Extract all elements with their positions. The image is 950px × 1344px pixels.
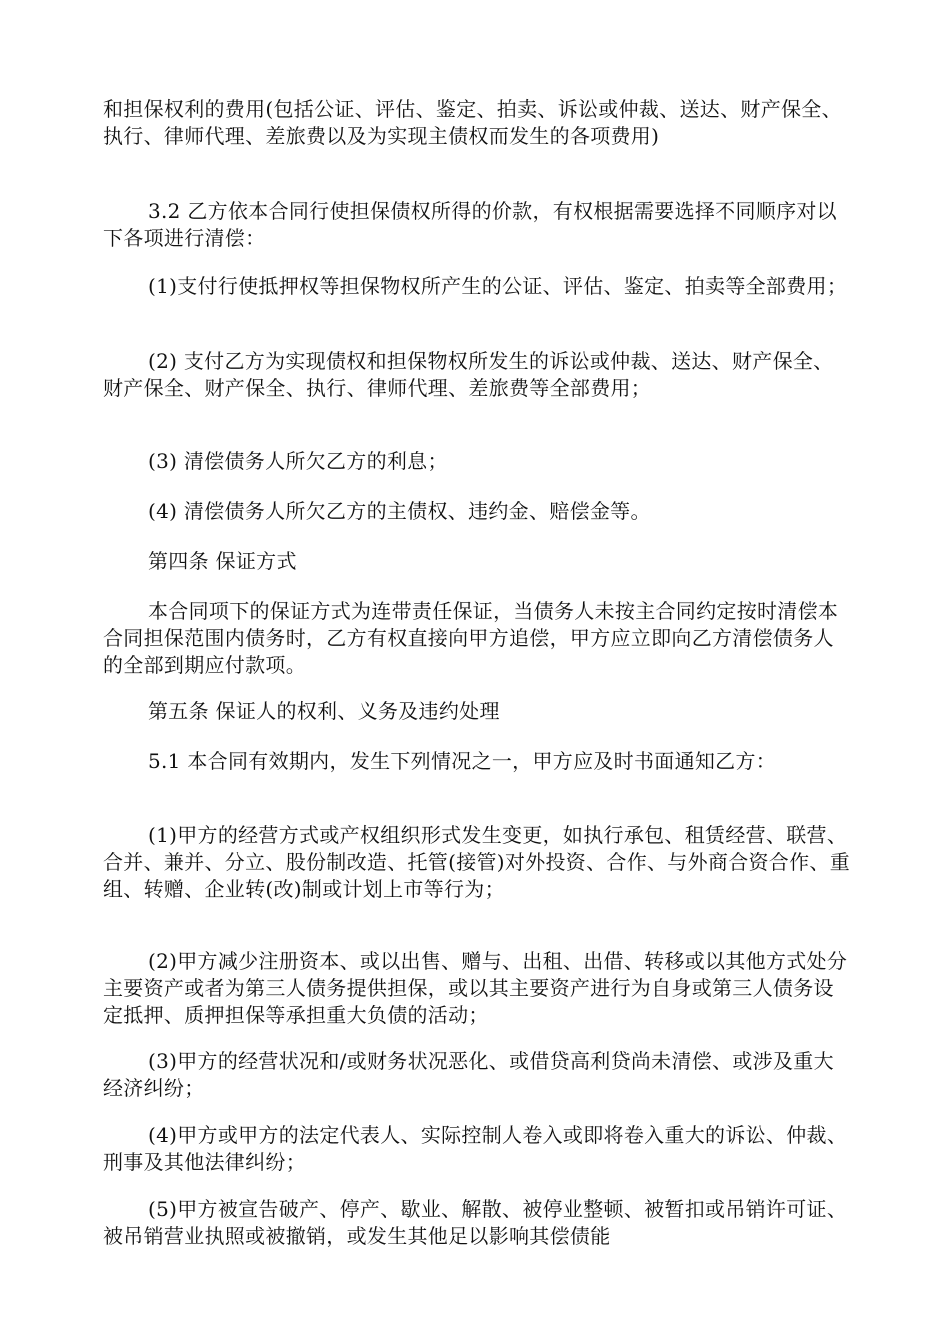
paragraph-article-4-body: 本合同项下的保证方式为连带责任保证，当债务人未按主合同约定按时清偿本合同担保范围内债务时，乙方有权直接向甲方追偿，甲方应立即向乙方清偿债务人的全部到期应付款项。 [103,599,839,677]
paragraph-guarantee-costs: 和担保权利的费用(包括公证、评估、鉴定、拍卖、诉讼或仲裁、送达、财产保全、执行、律师代理、差旅费以及为实现主债权而发生的各项费用) [103,97,842,148]
paragraph-3-2: 3.2 乙方依本合同行使担保债权所得的价款，有权根据需要选择不同顺序对以下各项进行清偿： [103,199,837,250]
heading-article-4: 第四条 保证方式 [148,549,297,573]
paragraph-3-2-item-1: (1)支付行使抵押权等担保物权所产生的公证、评估、鉴定、拍卖等全部费用； [148,274,848,298]
paragraph-5-1-item-3: (3)甲方的经营状况和/或财务状况恶化、或借贷高利贷尚未清偿、或涉及重大经济纠纷； [103,1049,834,1100]
paragraph-3-2-item-3: (3) 清偿债务人所欠乙方的利息； [148,449,448,473]
paragraph-3-2-item-4: (4) 清偿债务人所欠乙方的主债权、违约金、赔偿金等。 [148,499,651,523]
paragraph-3-2-item-2: (2) 支付乙方为实现债权和担保物权所发生的诉讼或仲裁、送达、财产保全、财产保全、财产保全、执行、律师代理、差旅费等全部费用； [103,349,834,400]
paragraph-5-1: 5.1 本合同有效期内，发生下列情况之一，甲方应及时书面通知乙方： [148,749,777,773]
paragraph-5-1-item-4: (4)甲方或甲方的法定代表人、实际控制人卷入或即将卷入重大的诉讼、仲裁、刑事及其他法律纠纷； [103,1123,848,1174]
heading-article-5: 第五条 保证人的权利、义务及违约处理 [148,699,500,723]
paragraph-5-1-item-2: (2)甲方减少注册资本、或以出售、赠与、出租、出借、转移或以其他方式处分主要资产或者为第三人债务提供担保，或以其主要资产进行为自身或第三人债务设定抵押、质押担保等承担重大负债的活动； [103,949,848,1027]
paragraph-5-1-item-5: (5)甲方被宣告破产、停产、歇业、解散、被停业整顿、被暂扣或吊销许可证、被吊销营业执照或被撤销，或发生其他足以影响其偿债能 [103,1197,848,1248]
paragraph-5-1-item-1: (1)甲方的经营方式或产权组织形式发生变更，如执行承包、租赁经营、联营、合并、兼并、分立、股份制改造、托管(接管)对外投资、合作、与外商合资合作、重组、转赠、企业转(改)制或计划上市等行为； [103,823,851,901]
